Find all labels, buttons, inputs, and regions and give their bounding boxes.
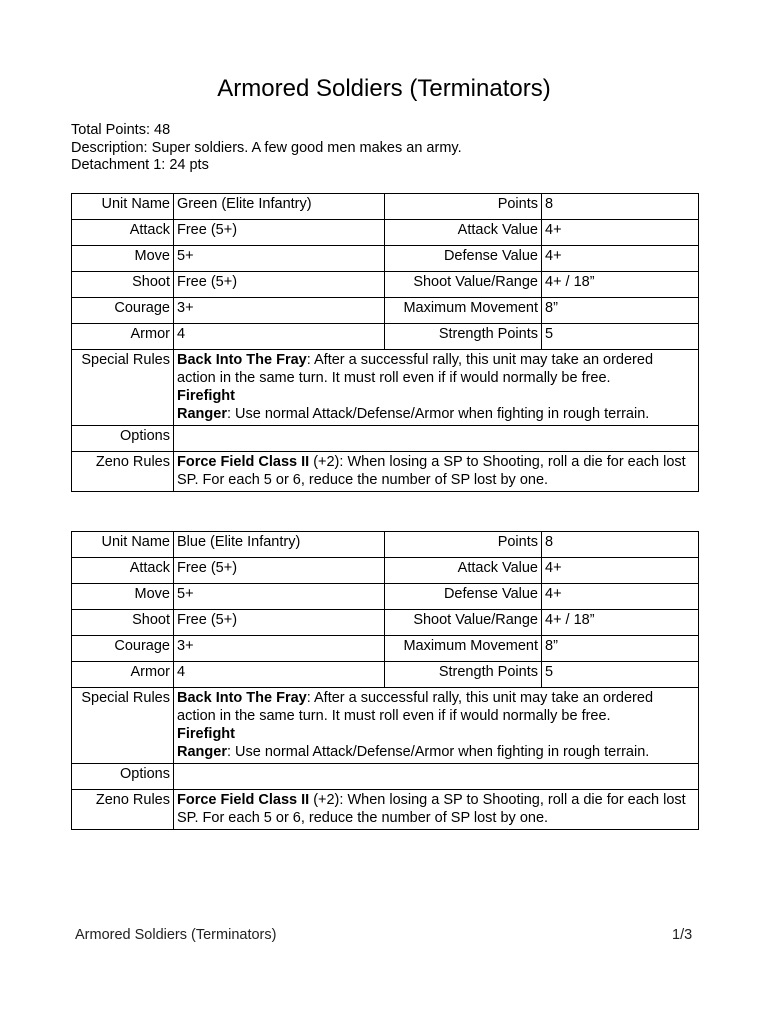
armor-value: 4: [174, 662, 385, 688]
total-points: Total Points: 48: [71, 122, 171, 138]
table-row: [72, 688, 699, 764]
defense-value-label: Defense Value: [385, 584, 542, 610]
table-row: [72, 662, 699, 688]
rule-name: Force Field Class II: [177, 792, 310, 808]
shoot-label: Shoot: [72, 610, 174, 636]
move-value: 5+: [174, 246, 385, 272]
max-movement-label: Maximum Movement: [385, 298, 542, 324]
special-rule: [177, 387, 695, 405]
summary-block: [71, 122, 462, 175]
rule-text: (+2): When losing a SP to Shooting, roll a die for each lost SP. For each 5 or 6, reduce the number of SP lost by one.: [177, 454, 686, 488]
special-rule: [177, 725, 695, 743]
table-row: [72, 350, 699, 426]
attack-value: Free (5+): [174, 558, 385, 584]
options-label: Options: [72, 764, 174, 790]
table-row: [72, 452, 699, 492]
unit-name-value: Blue (Elite Infantry): [174, 532, 385, 558]
table-row: [72, 194, 699, 220]
unit-name-label: Unit Name: [72, 194, 174, 220]
description: Description: Super soldiers. A few good men makes an army.: [71, 139, 462, 156]
points-value: 8: [542, 532, 699, 558]
zeno-rules-label: Zeno Rules: [72, 790, 174, 830]
options-label: Options: [72, 426, 174, 452]
zeno-rules-value: [174, 790, 699, 830]
table-row: [72, 558, 699, 584]
shoot-label: Shoot: [72, 272, 174, 298]
max-movement-label: Maximum Movement: [385, 636, 542, 662]
special-rule: [177, 351, 695, 387]
defense-value-value: 4+: [542, 246, 699, 272]
footer-page-number: 1/3: [672, 927, 693, 943]
detachment: Detachment 1: 24 pts: [71, 157, 209, 173]
rule-text: : After a successful rally, this unit may take an ordered action in the same turn. It must roll even if if would normally be free.: [177, 352, 654, 386]
move-label: Move: [72, 584, 174, 610]
zeno-rules-label: Zeno Rules: [72, 452, 174, 492]
page-title: Armored Soldiers (Terminators): [217, 75, 551, 102]
unit-name-value: Green (Elite Infantry): [174, 194, 385, 220]
rule-name: Back Into The Fray: [177, 352, 307, 368]
rule-name: Firefight: [177, 388, 235, 404]
max-movement-value: 8”: [542, 636, 699, 662]
table-row: [72, 272, 699, 298]
special-rule: [177, 405, 695, 423]
courage-value: 3+: [174, 636, 385, 662]
table-row: [72, 610, 699, 636]
attack-value: Free (5+): [174, 220, 385, 246]
rule-text: (+2): When losing a SP to Shooting, roll a die for each lost SP. For each 5 or 6, reduce the number of SP lost by one.: [177, 792, 686, 826]
courage-value: 3+: [174, 298, 385, 324]
unit-name-label: Unit Name: [72, 532, 174, 558]
table-row: [72, 246, 699, 272]
points-label: Points: [385, 194, 542, 220]
table-row: [72, 584, 699, 610]
special-rules-value: [174, 688, 699, 764]
unit-table: [71, 193, 699, 492]
rule-name: Firefight: [177, 726, 235, 742]
rule-name: Ranger: [177, 406, 227, 422]
table-row: [72, 324, 699, 350]
armor-label: Armor: [72, 662, 174, 688]
strength-points-value: 5: [542, 662, 699, 688]
rule-text: : Use normal Attack/Defense/Armor when fighting in rough terrain.: [226, 406, 650, 422]
table-row: [72, 220, 699, 246]
courage-label: Courage: [72, 298, 174, 324]
options-value: [174, 426, 699, 452]
shoot-value: Free (5+): [174, 272, 385, 298]
shoot-range-value: 4+ / 18”: [542, 272, 699, 298]
special-rules-label: Special Rules: [72, 350, 174, 426]
move-value: 5+: [174, 584, 385, 610]
shoot-value: Free (5+): [174, 610, 385, 636]
attack-value-value: 4+: [542, 220, 699, 246]
strength-points-label: Strength Points: [385, 324, 542, 350]
shoot-range-label: Shoot Value/Range: [385, 610, 542, 636]
shoot-range-value: 4+ / 18”: [542, 610, 699, 636]
table-row: [72, 298, 699, 324]
table-row: [72, 636, 699, 662]
attack-label: Attack: [72, 220, 174, 246]
attack-label: Attack: [72, 558, 174, 584]
armor-value: 4: [174, 324, 385, 350]
shoot-range-label: Shoot Value/Range: [385, 272, 542, 298]
table-row: [72, 790, 699, 830]
table-row: [72, 426, 699, 452]
attack-value-label: Attack Value: [385, 558, 542, 584]
attack-value-value: 4+: [542, 558, 699, 584]
move-label: Move: [72, 246, 174, 272]
table-row: [72, 764, 699, 790]
special-rules-label: Special Rules: [72, 688, 174, 764]
special-rule: [177, 743, 695, 761]
options-value: [174, 764, 699, 790]
armor-label: Armor: [72, 324, 174, 350]
strength-points-label: Strength Points: [385, 662, 542, 688]
unit-table: [71, 531, 699, 830]
attack-value-label: Attack Value: [385, 220, 542, 246]
rule-name: Back Into The Fray: [177, 690, 307, 706]
special-rule: [177, 689, 695, 725]
points-label: Points: [385, 532, 542, 558]
defense-value-label: Defense Value: [385, 246, 542, 272]
points-value: 8: [542, 194, 699, 220]
rule-text: : After a successful rally, this unit may take an ordered action in the same turn. It must roll even if if would normally be free.: [177, 690, 654, 724]
courage-label: Courage: [72, 636, 174, 662]
footer-doc-title: Armored Soldiers (Terminators): [75, 927, 277, 943]
zeno-rules-value: [174, 452, 699, 492]
table-row: [72, 532, 699, 558]
rule-text: : Use normal Attack/Defense/Armor when fighting in rough terrain.: [226, 744, 650, 760]
max-movement-value: 8”: [542, 298, 699, 324]
rule-name: Force Field Class II: [177, 454, 310, 470]
special-rules-value: [174, 350, 699, 426]
strength-points-value: 5: [542, 324, 699, 350]
defense-value-value: 4+: [542, 584, 699, 610]
rule-name: Ranger: [177, 744, 227, 760]
